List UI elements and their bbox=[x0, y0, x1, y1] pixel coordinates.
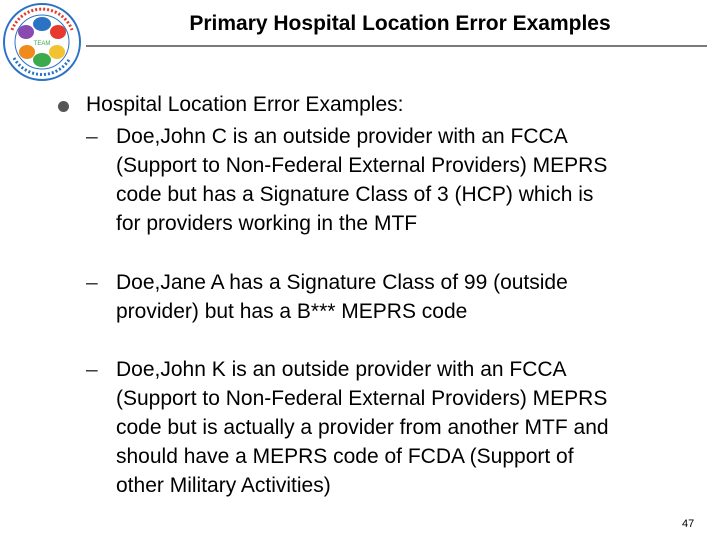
page-number: 47 bbox=[682, 518, 695, 530]
conference-logo bbox=[2, 2, 82, 82]
sub-item-text: Doe,John K is an outside provider with an FCCA (Support to Non-Federal External Providers) MEPRS code but is actually a provider from another MTF and should have a MEPRS code of FCDA (Support of other Military Activities) bbox=[116, 358, 609, 497]
slide-title bbox=[90, 12, 710, 36]
dash-marker: – bbox=[86, 271, 98, 294]
slide-title-text: Primary Hospital Location Error Examples bbox=[189, 12, 611, 35]
dash-marker: – bbox=[86, 125, 98, 148]
svg-text:TEAM: TEAM bbox=[33, 41, 51, 47]
sub-item-text: Doe,Jane A has a Signature Class of 99 (outside provider) but has a B*** MEPRS code bbox=[116, 271, 568, 323]
bullet-heading: Hospital Location Error Examples: bbox=[86, 93, 404, 116]
dash-marker: – bbox=[86, 358, 98, 381]
sub-item-text: Doe,John C is an outside provider with an FCCA (Support to Non-Federal External Providers) MEPRS code but has a Signature Class of 3 (HCP) which is for providers working in the MTF bbox=[116, 125, 608, 235]
title-divider bbox=[86, 45, 707, 47]
bullet-dot-icon bbox=[58, 101, 69, 112]
